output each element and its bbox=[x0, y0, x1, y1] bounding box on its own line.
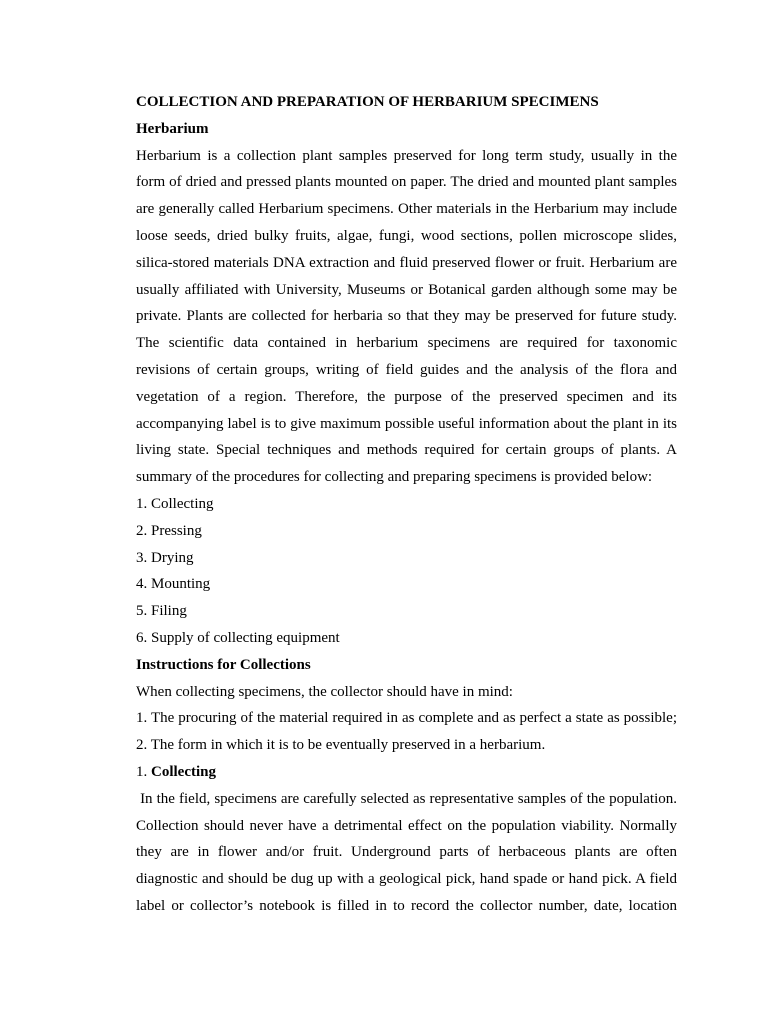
section-heading-herbarium: Herbarium bbox=[136, 120, 209, 137]
instructions-intro: When collecting specimens, the collector should have in mind: bbox=[136, 683, 513, 700]
procedure-list bbox=[136, 491, 677, 652]
paragraph-line: revisions of certain groups, writing of field guides and the analysis of the flora and bbox=[136, 361, 677, 378]
paragraph-line: are generally called Herbarium specimens. Other materials in the Herbarium may include bbox=[136, 201, 677, 218]
paragraph-line: summary of the procedures for collecting and preparing specimens is provided below: bbox=[136, 469, 653, 486]
document-page bbox=[136, 89, 677, 920]
paragraph-line: they are in flower and/or fruit. Underground parts of herbaceous plants are often bbox=[136, 844, 677, 861]
paragraph-line: diagnostic and should be dug up with a geological pick, hand spade or hand pick. A field bbox=[136, 871, 677, 888]
instruction-point: 1. The procuring of the material required in as complete and as perfect a state as possible; bbox=[136, 710, 677, 727]
list-item: 4. Mounting bbox=[136, 576, 211, 593]
paragraph-line: usually affiliated with University, Museums or Botanical garden although some may be bbox=[136, 281, 677, 298]
paragraph-line: private. Plants are collected for herbaria so that they may be preserved for future study. bbox=[136, 308, 677, 325]
list-item: 5. Filing bbox=[136, 603, 187, 620]
paragraph-collecting bbox=[136, 786, 677, 920]
paragraph-line: label or collector’s notebook is filled in to record the collector number, date, location bbox=[136, 897, 677, 914]
section-heading-text: Collecting bbox=[151, 763, 216, 780]
list-item: 2. Pressing bbox=[136, 522, 202, 539]
list-item: 1. Collecting bbox=[136, 495, 214, 512]
document-title: COLLECTION AND PREPARATION OF HERBARIUM SPECIMENS bbox=[136, 94, 599, 110]
paragraph-line: form of dried and pressed plants mounted on paper. The dried and mounted plant samples bbox=[136, 174, 677, 191]
list-item: 3. Drying bbox=[136, 549, 194, 566]
paragraph-line: living state. Special techniques and methods required for certain groups of plants. A bbox=[136, 442, 677, 459]
section-heading-collecting bbox=[136, 759, 677, 786]
paragraph-line: silica-stored materials DNA extraction and fluid preserved flower or fruit. Herbarium are bbox=[136, 254, 677, 271]
paragraph-line: In the field, specimens are carefully selected as representative samples of the population. bbox=[136, 790, 677, 807]
list-item: 6. Supply of collecting equipment bbox=[136, 629, 340, 646]
section-heading-instructions: Instructions for Collections bbox=[136, 656, 311, 673]
paragraph-line: vegetation of a region. Therefore, the purpose of the preserved specimen and its bbox=[136, 388, 677, 405]
paragraph-line: Collection should never have a detrimental effect on the population viability. Normally bbox=[136, 817, 677, 834]
instruction-point: 2. The form in which it is to be eventually preserved in a herbarium. bbox=[136, 737, 546, 754]
paragraph-line: accompanying label is to give maximum possible useful information about the plant in its bbox=[136, 415, 677, 432]
paragraph-line: The scientific data contained in herbarium specimens are required for taxonomic bbox=[136, 335, 677, 352]
paragraph-line: Herbarium is a collection plant samples preserved for long term study, usually in the bbox=[136, 147, 677, 164]
section-number: 1. bbox=[136, 763, 151, 780]
paragraph-line: loose seeds, dried bulky fruits, algae, fungi, wood sections, pollen microscope slides, bbox=[136, 227, 677, 244]
paragraph-herbarium bbox=[136, 143, 677, 491]
